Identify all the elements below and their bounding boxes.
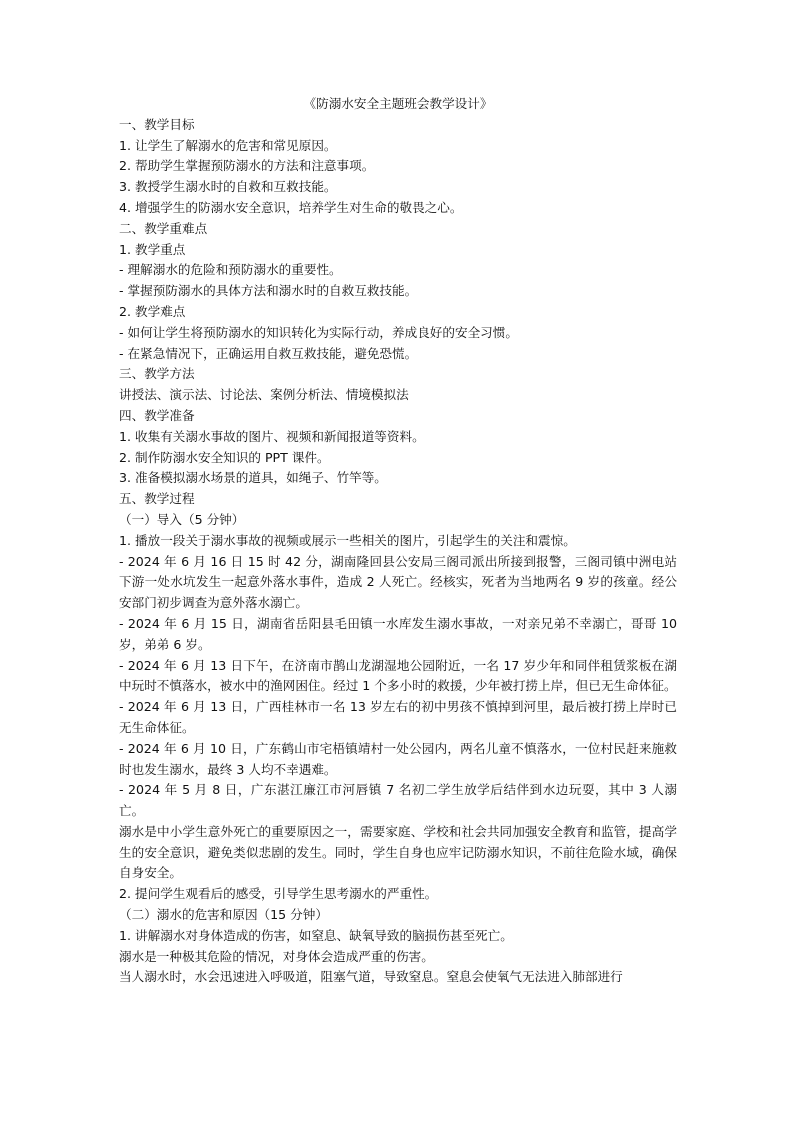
list-item: 3. 准备模拟溺水场景的道具，如绳子、竹竿等。: [119, 470, 387, 486]
document-body: [119, 94, 677, 988]
list-item: 1. 收集有关溺水事故的图片、视频和新闻报道等资料。: [119, 428, 425, 444]
list-item: 3. 教授学生溺水时的自救和互救技能。: [119, 179, 337, 195]
section-heading: 五、教学过程: [119, 491, 195, 507]
subsection-heading: （一）导入（5 分钟）: [119, 511, 245, 527]
list-item: 1. 讲解溺水对身体造成的伤害，如窒息、缺氧导致的脑损伤甚至死亡。: [119, 927, 513, 943]
list-item: 1. 播放一段关于溺水事故的视频或展示一些相关的图片，引起学生的关注和震惊。: [119, 532, 576, 548]
list-item: 1. 让学生了解溺水的危害和常见原因。: [119, 137, 337, 153]
news-case-paragraph: - 2024 年 5 月 8 日，广东湛江廉江市河唇镇 7 名初二学生放学后结伴到水边玩耍，其中 3 人溺亡。: [119, 782, 677, 819]
news-case-paragraph: - 2024 年 6 月 13 日下午，在济南市鹊山龙湖湿地公园附近，一名 17 岁少年和同伴租赁浆板在湖中玩时不慎落水，被水中的渔网困住。经过 1 个多小时的救援，少年被打捞上岸，但已无生命体征。: [119, 657, 677, 694]
section-heading: 二、教学重难点: [119, 220, 208, 236]
paragraph: 溺水是中小学生意外死亡的重要原因之一，需要家庭、学校和社会共同加强安全教育和监管，提高学生的安全意识，避免类似悲剧的发生。同时，学生自身也应牢记防溺水知识，不前往危险水域，确保自身安全。: [119, 823, 677, 881]
bullet-item: - 理解溺水的危险和预防溺水的重要性。: [119, 262, 342, 278]
bullet-item: - 掌握预防溺水的具体方法和溺水时的自救互救技能。: [119, 283, 418, 299]
subsection-heading: 2. 教学难点: [119, 303, 186, 319]
list-item: 2. 提问学生观看后的感受，引导学生思考溺水的严重性。: [119, 886, 438, 902]
paragraph: 讲授法、演示法、讨论法、案例分析法、情境模拟法: [119, 387, 409, 403]
subsection-heading: （二）溺水的危害和原因（15 分钟）: [119, 907, 328, 923]
news-case-paragraph: - 2024 年 6 月 16 日 15 时 42 分，湖南隆回县公安局三阁司派出所接到报警，三阁司镇中洲电站下游一处水坑发生一起意外落水事件，造成 2 人死亡。经核实，死者为当地两名 9 岁的孩童。经公安部门初步调查为意外落水溺亡。: [119, 553, 677, 611]
section-heading: 三、教学方法: [119, 366, 195, 382]
paragraph: 溺水是一种极其危险的情况，对身体会造成严重的伤害。: [119, 948, 434, 964]
bullet-item: - 在紧急情况下，正确运用自救互救技能，避免恐慌。: [119, 345, 418, 361]
section-heading: 一、教学目标: [119, 116, 195, 132]
paragraph: 当人溺水时，水会迅速进入呼吸道，阻塞气道，导致窒息。窒息会使氧气无法进入肺部进行: [119, 969, 623, 985]
news-case-paragraph: - 2024 年 6 月 15 日，湖南省岳阳县毛田镇一水库发生溺水事故，一对亲兄弟不幸溺亡，哥哥 10 岁，弟弟 6 岁。: [119, 615, 677, 652]
news-case-paragraph: - 2024 年 6 月 10 日，广东鹤山市宅梧镇靖村一处公园内，两名儿童不慎落水，一位村民赶来施救时也发生溺水，最终 3 人均不幸遇难。: [119, 740, 677, 777]
news-case-paragraph: - 2024 年 6 月 13 日，广西桂林市一名 13 岁左右的初中男孩不慎掉到河里，最后被打捞上岸时已无生命体征。: [119, 699, 677, 735]
bullet-item: - 如何让学生将预防溺水的知识转化为实际行动，养成良好的安全习惯。: [119, 324, 518, 340]
list-item: 4. 增强学生的防溺水安全意识，培养学生对生命的敬畏之心。: [119, 199, 463, 215]
document-title: 《防溺水安全主题班会教学设计》: [303, 96, 493, 111]
subsection-heading: 1. 教学重点: [119, 241, 186, 257]
list-item: 2. 帮助学生掌握预防溺水的方法和注意事项。: [119, 158, 375, 174]
section-heading: 四、教学准备: [119, 407, 195, 423]
list-item: 2. 制作防溺水安全知识的 PPT 课件。: [119, 449, 330, 465]
